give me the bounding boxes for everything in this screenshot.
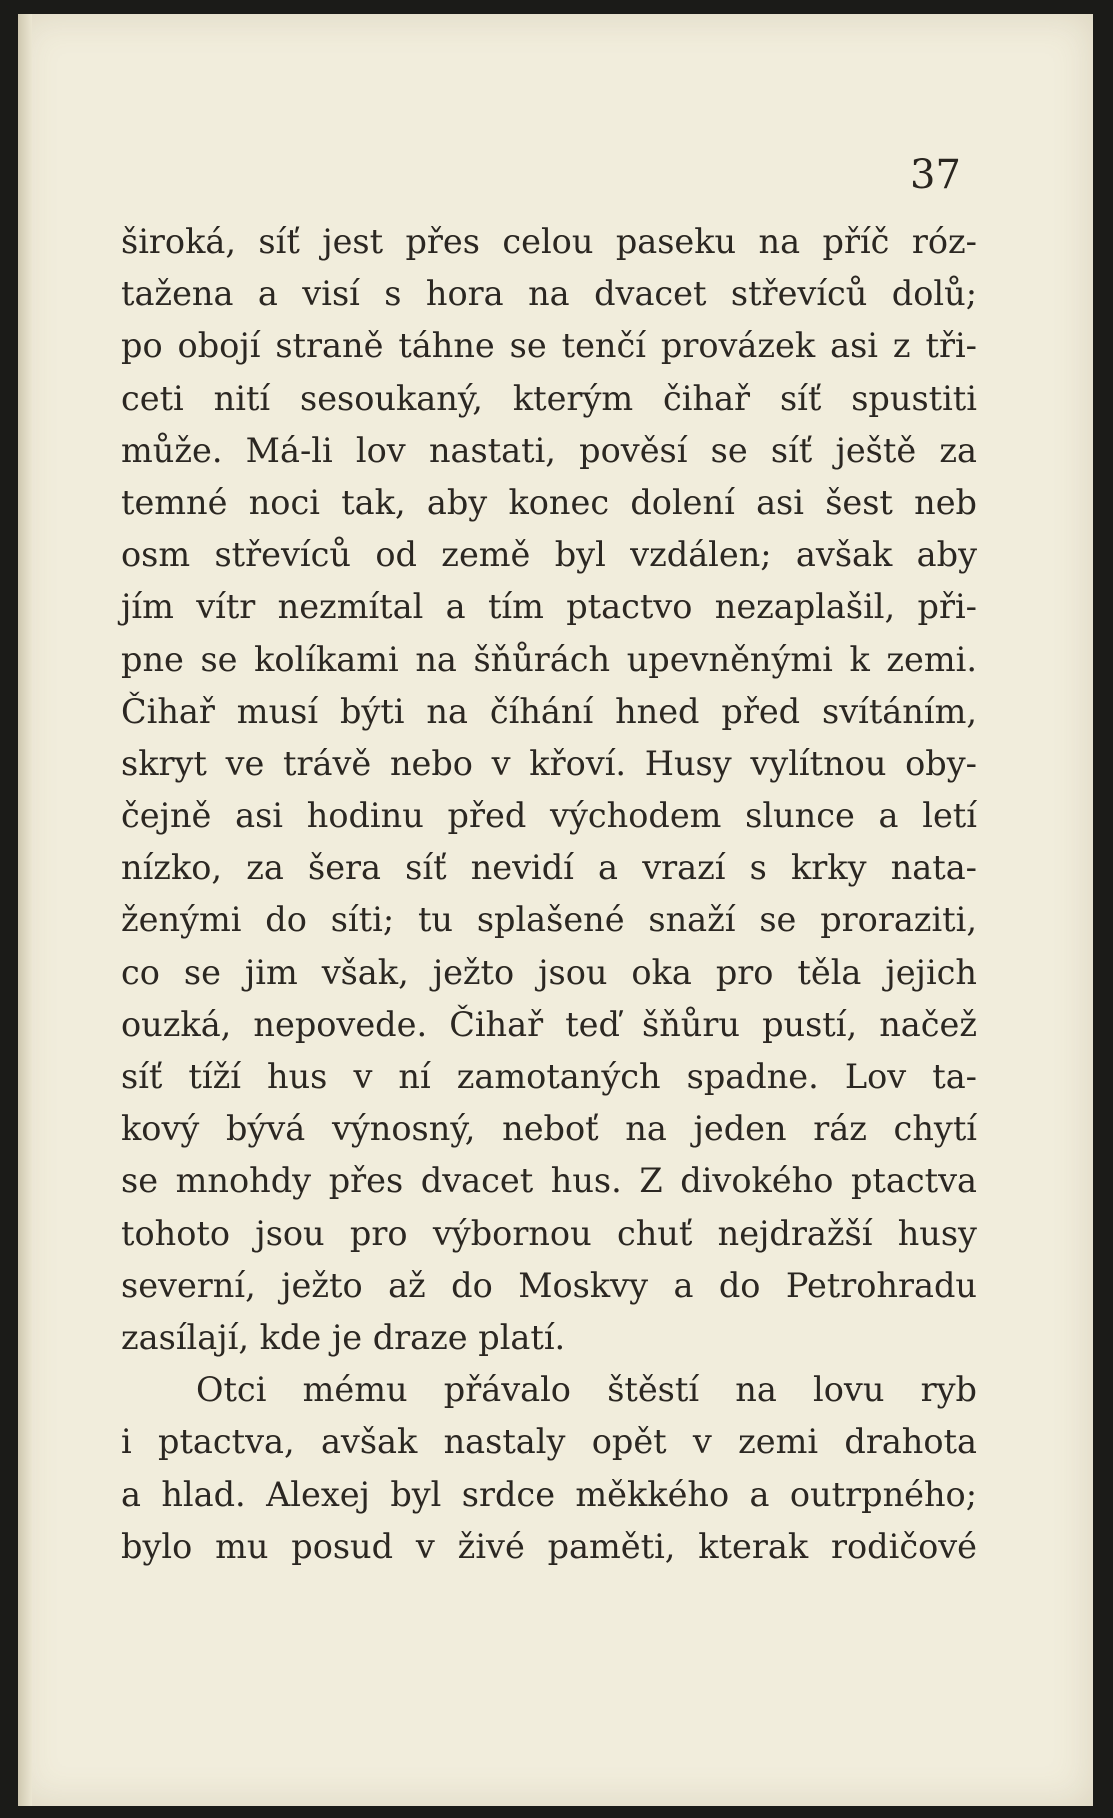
text-line: nízko, za šera síť nevidí a vrazí s krky nata- <box>121 848 977 888</box>
page-gutter <box>18 14 32 1806</box>
page-number: 37 <box>910 152 961 198</box>
text-line: Čihař musí býti na číhání hned před svítáním, <box>121 691 977 731</box>
text-line: co se jim však, ježto jsou oka pro těla jejich <box>121 952 977 992</box>
text-line: po obojí straně táhne se tenčí provázek asi z tři- <box>121 326 977 366</box>
paragraph-start-line: Otci mému přávalo štěstí na lovu ryb <box>196 1370 977 1410</box>
text-line: ženými do síti; tu splašené snaží se proraziti, <box>121 900 977 940</box>
body-text <box>121 216 977 1573</box>
text-line: a hlad. Alexej byl srdce měkkého a outrpného; <box>121 1474 977 1514</box>
text-line: i ptactva, avšak nastaly opět v zemi drahota <box>121 1422 977 1462</box>
text-line: severní, ježto až do Moskvy a do Petrohradu <box>121 1265 977 1305</box>
book-page <box>18 14 1093 1806</box>
text-line: jím vítr nezmítal a tím ptactvo nezaplašil, při- <box>121 587 977 627</box>
text-line: tohoto jsou pro výbornou chuť nejdražší husy <box>121 1213 977 1253</box>
text-line: kový bývá výnosný, neboť na jeden ráz chytí <box>121 1109 977 1149</box>
text-line: temné noci tak, aby konec dolení asi šest neb <box>121 482 977 522</box>
text-line: pne se kolíkami na šňůrách upevněnými k zemi. <box>121 639 977 679</box>
text-line: široká, síť jest přes celou paseku na příč róz- <box>121 222 977 261</box>
text-line: se mnohdy přes dvacet hus. Z divokého ptactva <box>121 1161 977 1201</box>
text-line: ceti nití sesoukaný, kterým čihař síť spustiti <box>121 378 977 418</box>
text-line: skryt ve trávě nebo v křoví. Husy vylítnou oby- <box>121 743 977 783</box>
text-line: osm střevíců od země byl vzdálen; avšak aby <box>121 535 977 575</box>
text-line: síť tíží hus v ní zamotaných spadne. Lov ta- <box>121 1057 977 1096</box>
text-line: tažena a visí s hora na dvacet střevíců dolů; <box>121 274 977 314</box>
text-line: čejně asi hodinu před východem slunce a letí <box>121 796 977 836</box>
text-line: zasílají, kde je draze platí. <box>121 1317 566 1357</box>
text-line: může. Má-li lov nastati, pověsí se síť ještě za <box>121 430 977 470</box>
text-line: bylo mu posud v živé paměti, kterak rodičové <box>121 1526 977 1566</box>
text-line: ouzká, nepovede. Čihař teď šňůru pustí, načež <box>121 1004 977 1044</box>
